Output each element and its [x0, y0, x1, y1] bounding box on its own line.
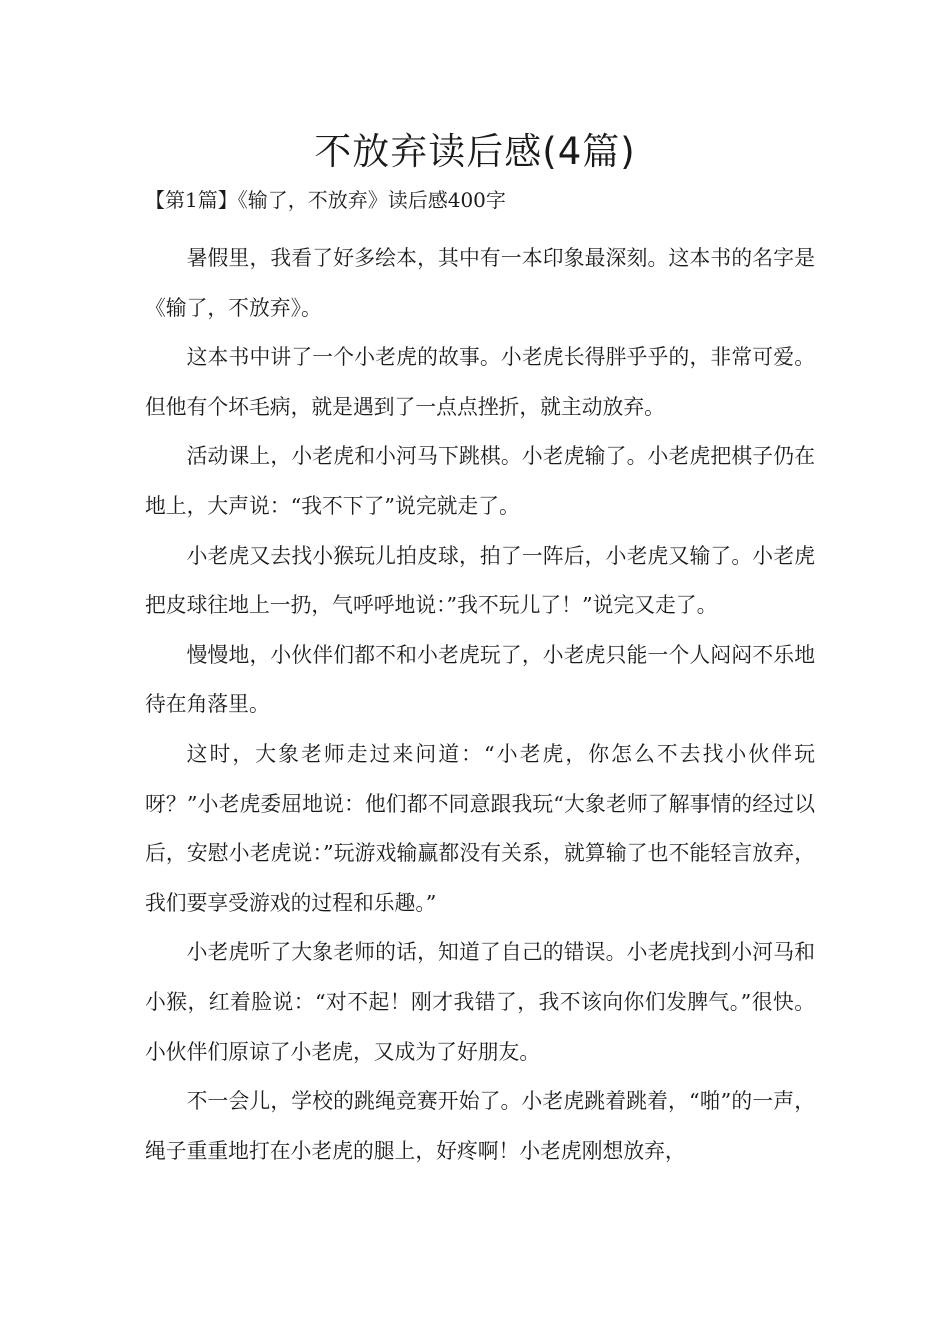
paragraph: 暑假里，我看了好多绘本，其中有一本印象最深刻。这本书的名字是《输了，不放弃》。 — [145, 246, 815, 320]
paragraph: 不一会儿，学校的跳绳竞赛开始了。小老虎跳着跳着，“啪”的一声，绳子重重地打在小老虎的腿上，好疼啊！小老虎刚想放弃， — [145, 1089, 815, 1163]
paragraph: 小老虎又去找小猴玩儿拍皮球，拍了一阵后，小老虎又输了。小老虎把皮球往地上一扔，气呼呼地说：”我不玩儿了！”说完又走了。 — [145, 543, 815, 618]
paragraph: 这本书中讲了一个小老虎的故事。小老虎长得胖乎乎的，非常可爱。但他有个坏毛病，就是遇到了一点点挫折，就主动放弃。 — [145, 345, 815, 419]
document-body — [145, 234, 815, 1176]
paragraph: 这时，大象老师走过来问道：“小老虎，你怎么不去找小伙伴玩呀？”小老虎委屈地说：他们都不同意跟我玩“大象老师了解事情的经过以后，安慰小老虎说：”玩游戏输赢都没有关系，就算输了也不能轻言放弃，我们要享受游戏的过程和乐趣。” — [145, 741, 815, 915]
paragraph: 慢慢地，小伙伴们都不和小老虎玩了，小老虎只能一个人闷闷不乐地待在角落里。 — [145, 642, 815, 717]
document-title: 不放弃读后感(4篇) — [314, 130, 636, 173]
paragraph: 小老虎听了大象老师的话，知道了自己的错误。小老虎找到小河马和小猴，红着脸说：“对不起！刚才我错了，我不该向你们发脾气。”很快。小伙伴们原谅了小老虎，又成为了好朋友。 — [145, 940, 815, 1064]
paragraph: 活动课上，小老虎和小河马下跳棋。小老虎输了。小老虎把棋子仍在地上，大声说：“我不下了”说完就走了。 — [145, 444, 815, 518]
section-heading: 【第1篇】《输了，不放弃》读后感400字 — [145, 188, 506, 212]
